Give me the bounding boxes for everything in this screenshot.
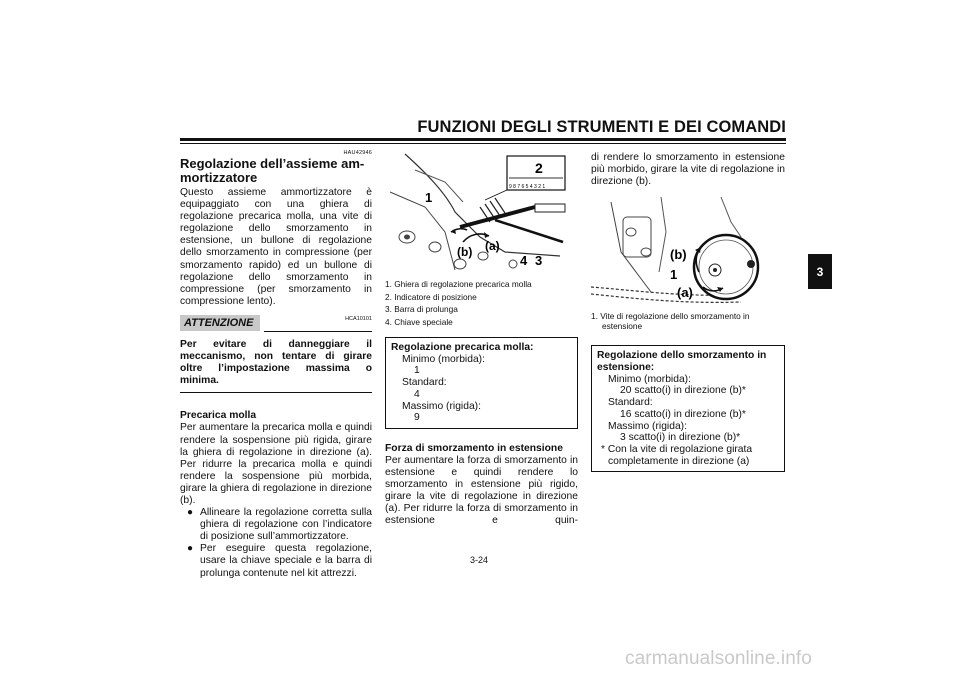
spec-title: Regolazione dello smorzamento in (597, 350, 767, 362)
preload-label-a: (a) (485, 239, 500, 253)
section-code: HAU42946 (343, 150, 372, 156)
preload-label-b: (b) (457, 245, 473, 259)
page-number: 3-24 (470, 555, 489, 565)
bullet-dot: ● (187, 507, 194, 519)
column-right (591, 152, 785, 472)
spec-label: Standard: (608, 397, 653, 409)
attention-badge: ATTENZIONE (180, 315, 260, 331)
caption-item-continued: estensione (602, 320, 643, 331)
column-middle (385, 152, 578, 528)
attention-text: Per evitare di danneggiare il meccanismo, non tentare di girare oltre l’impostazione massima o minima. (180, 338, 372, 387)
rebound-continued-paragraph: di rendere lo smorzamento in estensione più morbido, girare la vite di regolazione in direzione (b). (591, 152, 785, 188)
spec-value: 16 scatto(i) in direzione (b)* (620, 408, 746, 420)
spec-label: Minimo (morbida): (402, 353, 485, 365)
preload-caption (385, 278, 578, 328)
caption-item: 2. Indicatore di posizione (385, 291, 477, 302)
caption-item: 3. Barra di prolunga (385, 304, 458, 314)
attention-code: HCA10101 (345, 315, 372, 322)
spec-label: Massimo (rigida): (402, 400, 481, 412)
page-header-title: FUNZIONI DEGLI STRUMENTI E DEI COMANDI (417, 118, 786, 136)
rebound-paragraph: Per aumentare la forza di smorzamento in estensione e quindi rendere lo smorzamento in estensione più rigido, girare la vite di regolazione in direzione (a). Per ridurre la forza di smorzamento in estensione e quin- (385, 455, 578, 527)
preload-spec-box (385, 337, 578, 429)
preload-illustration (385, 152, 578, 276)
chapter-number: 3 (816, 264, 824, 279)
rebound-spec-box (591, 345, 785, 472)
spec-value: 9 (414, 412, 420, 424)
bullet-text: Allineare la regolazione corretta sulla ghiera di regolazione con l’indicatore di posizione sull’ammortizzatore. (200, 507, 372, 543)
preload-figure (385, 152, 578, 276)
spec-label: Standard: (402, 377, 447, 389)
spec-note: * Con la vite di regolazione girata (601, 443, 753, 455)
rebound-label-1: 1 (670, 267, 678, 283)
spec-title-continued: estensione: (597, 361, 655, 373)
spec-value: 3 scatto(i) in direzione (b)* (620, 432, 741, 444)
rebound-illustration (591, 192, 785, 310)
section-title: Regolazione dell’assieme am-mortizzatore (180, 156, 365, 185)
rebound-label-b: (b) (670, 247, 687, 263)
rebound-label-a: (a) (677, 285, 693, 301)
spec-value: 4 (414, 388, 420, 400)
preload-label-2: 2 (535, 160, 543, 176)
watermark-text[interactable]: carmanualsonline.info (625, 648, 812, 669)
bullet-text: Per eseguire questa regolazione, usare la chiave speciale e la barra di prolunga contenute nel kit attrezzi. (200, 543, 372, 579)
caption-item: 1. Ghiera di regolazione precarica molla (385, 279, 532, 289)
spec-label: Minimo (morbida): (608, 373, 691, 385)
spec-title: Regolazione precarica molla: (391, 342, 534, 353)
preload-scale-label: 9 8 7 6 5 4 3 2 1 (509, 184, 546, 190)
header-rule (180, 138, 786, 141)
caption-item: 1. Vite di regolazione dello smorzamento in (591, 311, 750, 322)
spec-label: Massimo (rigida): (608, 420, 687, 432)
list-item (180, 507, 372, 543)
preload-label-3: 3 (535, 253, 543, 268)
rebound-figure (591, 192, 785, 310)
header-rule-thin (180, 143, 786, 144)
chapter-tab[interactable] (808, 254, 832, 289)
spec-note-continued: completamente in direzione (a) (608, 455, 750, 467)
preload-paragraph: Per aumentare la precarica molla e quindi rendere la sospensione più rigida, girare la ghiera di regolazione in direzione (a). Per ridurre la precarica molla e quindi rendere la sospensione più morbida, girare la ghiera di regolazione in direzione (b). (180, 422, 372, 506)
preload-label-4: 4 (520, 253, 528, 268)
caption-item: 4. Chiave speciale (385, 316, 453, 327)
attention-rule (264, 331, 372, 332)
column-left (180, 150, 372, 580)
list-item (180, 543, 372, 579)
spec-value: 20 scatto(i) in direzione (b)* (620, 385, 746, 397)
rebound-caption (591, 312, 785, 331)
rebound-title: Forza di smorzamento in estensione (385, 442, 563, 454)
spec-value: 1 (414, 365, 420, 377)
preload-title: Precarica molla (180, 410, 257, 422)
preload-label-1: 1 (425, 190, 433, 205)
attention-header (180, 313, 372, 335)
intro-paragraph: Questo assieme ammortizzatore è equipaggiato con una ghiera di regolazione precarica molla, una vite di regolazione dello smorzamento in estensione, un bullone di regolazione dello smorzamento in compressione (per smorzamento rapido) ed un bullone di regolazione dello smorzamento in compressione (per smorzamento in compressione lento). (180, 187, 372, 307)
bullet-dot: ● (187, 543, 194, 555)
attention-bottom-rule (180, 392, 372, 393)
